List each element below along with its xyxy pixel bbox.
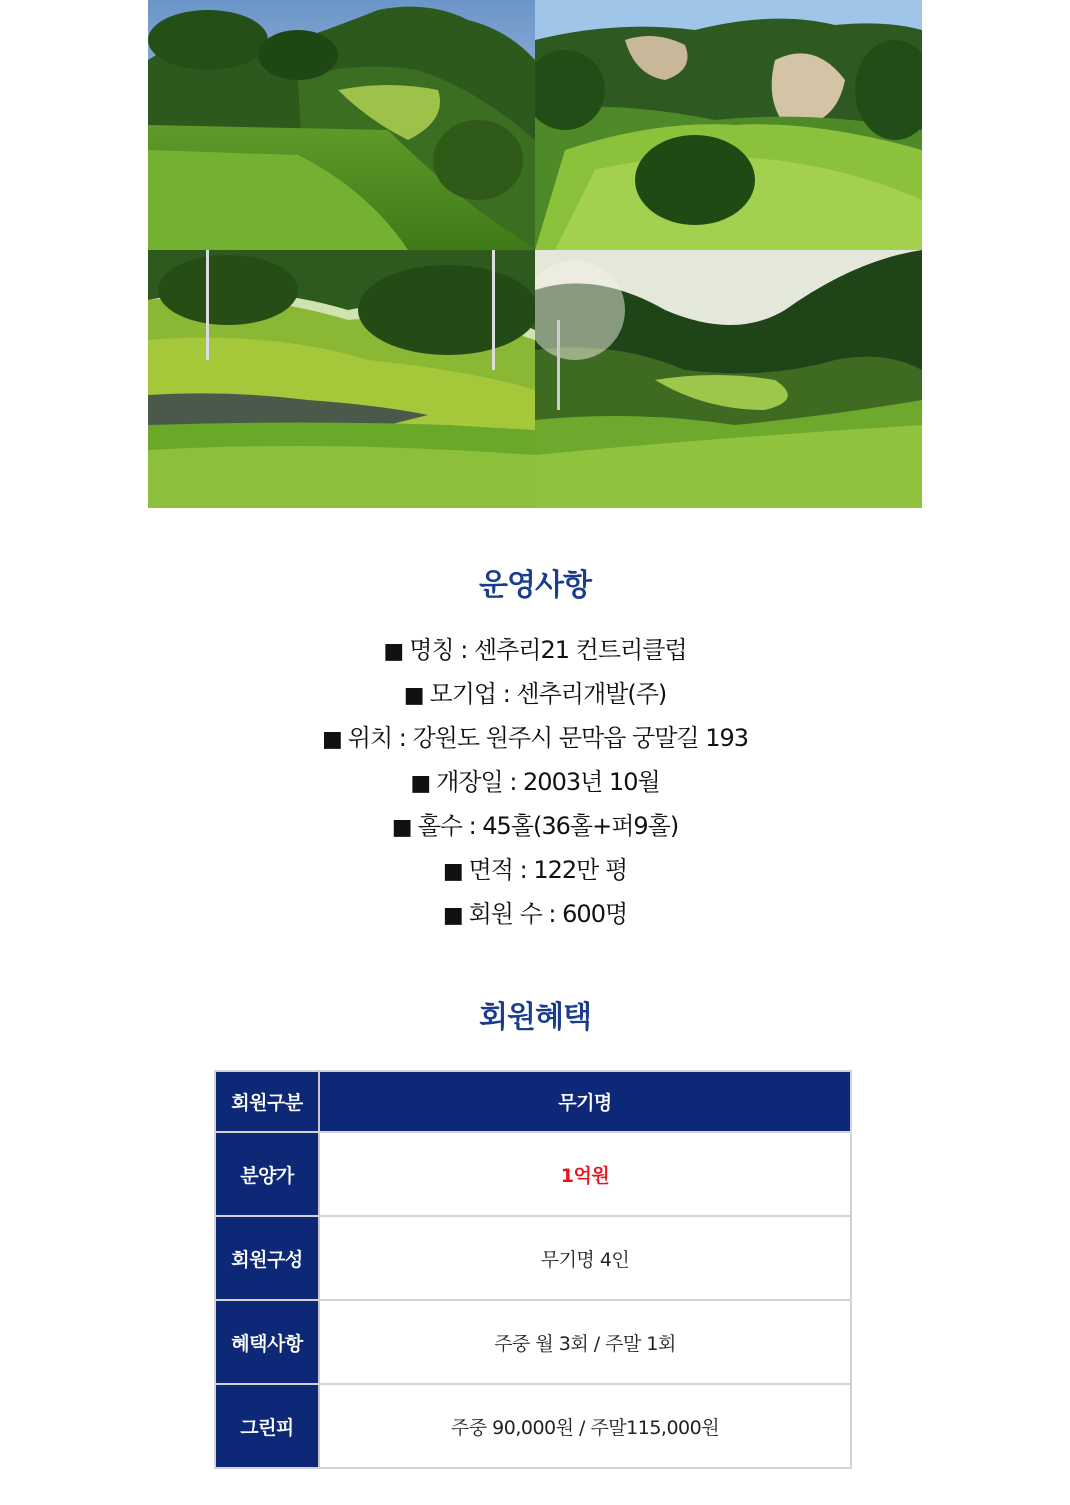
golf-course-photo-4 — [535, 250, 922, 508]
green-fee-label: 그린피 — [215, 1384, 319, 1468]
operations-list — [0, 628, 1070, 936]
valley-course-image — [535, 250, 922, 508]
composition-value: 무기명 4인 — [319, 1216, 851, 1300]
benefits-title: 회원혜택 — [479, 1000, 591, 1035]
list-item — [0, 804, 1070, 848]
list-item — [0, 892, 1070, 936]
benefit-value: 주중 월 3회 / 주말 1회 — [319, 1300, 851, 1384]
square-bullet-icon: ■ — [391, 815, 412, 840]
table-header-row — [215, 1071, 851, 1132]
info-parent-company: 모기업 : 센추리개발(주) — [429, 680, 667, 708]
square-bullet-icon: ■ — [383, 639, 404, 664]
pond-green-image — [148, 250, 535, 508]
fairway-cliff-image — [535, 0, 922, 250]
table-row — [215, 1132, 851, 1216]
table-row — [215, 1300, 851, 1384]
square-bullet-icon: ■ — [321, 727, 342, 752]
info-name: 명칭 : 센추리21 컨트리클럽 — [409, 636, 687, 664]
fairway-hill-image — [148, 0, 535, 250]
list-item — [0, 848, 1070, 892]
composition-label: 회원구성 — [215, 1216, 319, 1300]
info-members: 회원 수 : 600명 — [468, 900, 628, 928]
price-value: 1억원 — [319, 1132, 851, 1216]
info-location: 위치 : 강원도 원주시 문막읍 궁말길 193 — [347, 724, 749, 752]
square-bullet-icon: ■ — [442, 859, 463, 884]
square-bullet-icon: ■ — [403, 683, 424, 708]
membership-type-value: 무기명 — [319, 1071, 851, 1132]
table-row — [215, 1216, 851, 1300]
square-bullet-icon: ■ — [410, 771, 431, 796]
golf-course-photo-3 — [148, 250, 535, 508]
info-area: 면적 : 122만 평 — [468, 856, 628, 884]
membership-type-label: 회원구분 — [215, 1071, 319, 1132]
operations-title: 운영사항 — [479, 568, 591, 603]
benefit-label: 혜택사항 — [215, 1300, 319, 1384]
list-item — [0, 760, 1070, 804]
green-fee-value: 주중 90,000원 / 주말115,000원 — [319, 1384, 851, 1468]
square-bullet-icon: ■ — [442, 903, 463, 928]
benefits-table — [214, 1070, 852, 1469]
list-item — [0, 672, 1070, 716]
info-opening-date: 개장일 : 2003년 10월 — [436, 768, 660, 796]
info-holes: 홀수 : 45홀(36홀+퍼9홀) — [417, 812, 679, 840]
price-label: 분양가 — [215, 1132, 319, 1216]
golf-course-photo-2 — [535, 0, 922, 250]
golf-course-photo-1 — [148, 0, 535, 250]
photo-gallery — [148, 0, 922, 508]
list-item — [0, 716, 1070, 760]
list-item — [0, 628, 1070, 672]
table-row — [215, 1384, 851, 1468]
